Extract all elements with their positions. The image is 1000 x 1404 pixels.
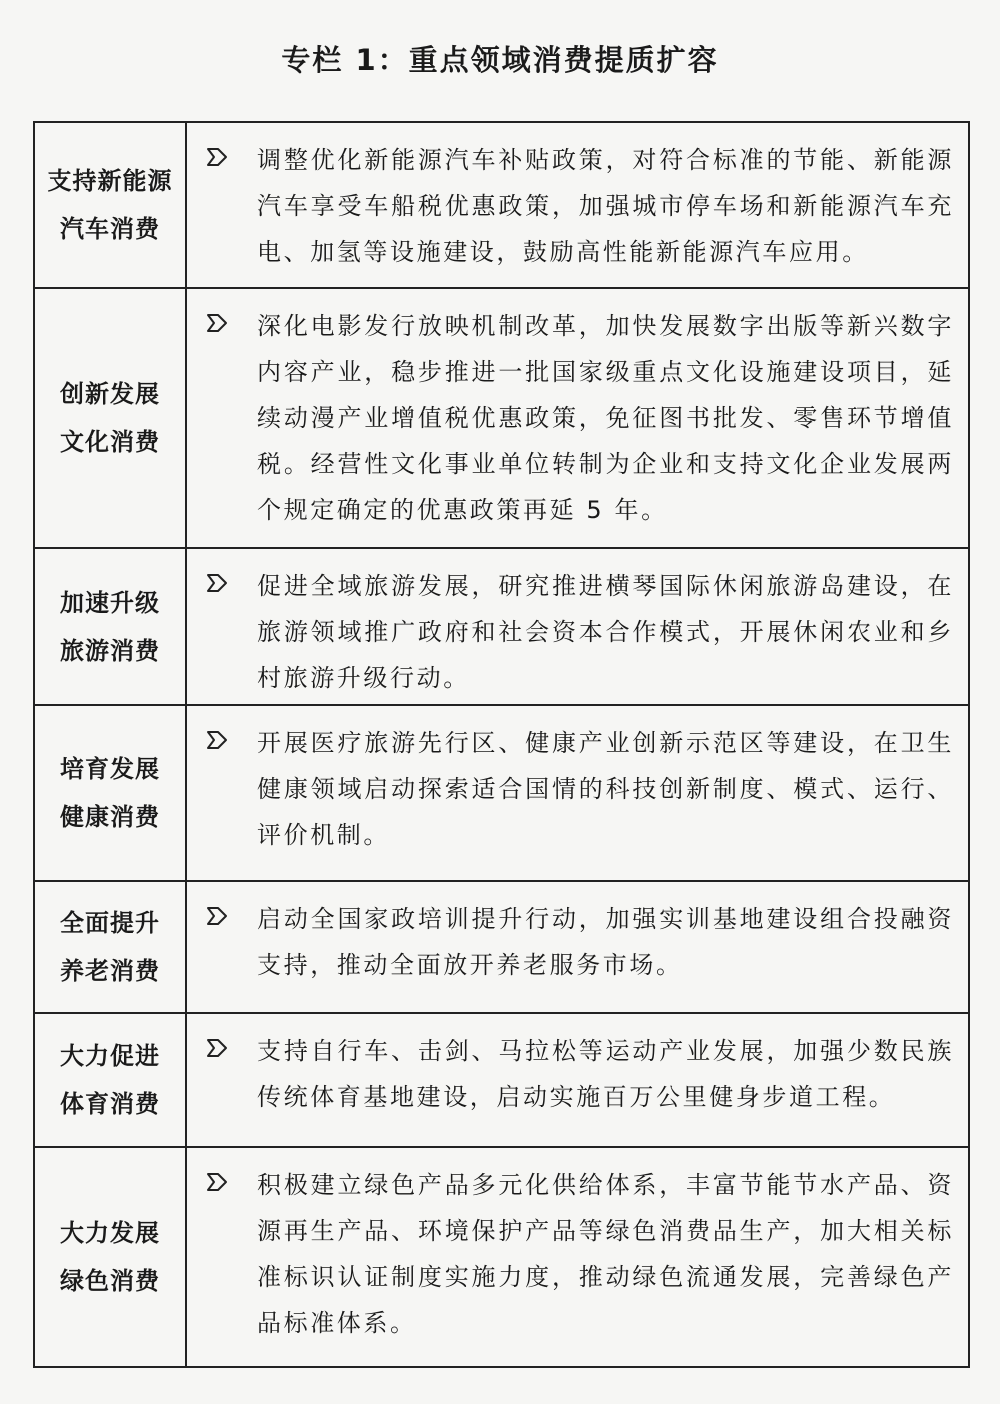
row-label-line: 支持新能源 bbox=[47, 167, 173, 195]
row-label bbox=[35, 1148, 187, 1366]
row-text: 支持自行车、击剑、马拉松等运动产业发展，加强少数民族传统体育基地建设，启动实施百万公里健身步道工程。 bbox=[257, 1037, 954, 1111]
row-label-line: 培育发展 bbox=[60, 755, 160, 783]
row-content bbox=[187, 1014, 968, 1146]
hollow-right-arrow-icon bbox=[205, 311, 229, 335]
row-label-line: 汽车消费 bbox=[60, 215, 160, 243]
row-label-line: 大力发展 bbox=[60, 1219, 160, 1247]
table-row bbox=[35, 123, 968, 289]
hollow-right-arrow-icon bbox=[205, 145, 229, 169]
table-row bbox=[35, 882, 968, 1014]
row-text: 积极建立绿色产品多元化供给体系，丰富节能节水产品、资源再生产品、环境保护产品等绿色消费品生产，加大相关标准标识认证制度实施力度，推动绿色流通发展，完善绿色产品标准体系。 bbox=[257, 1171, 954, 1337]
row-label-line: 文化消费 bbox=[60, 428, 160, 456]
hollow-right-arrow-icon bbox=[205, 904, 229, 928]
row-text: 开展医疗旅游先行区、健康产业创新示范区等建设，在卫生健康领域启动探索适合国情的科技创新制度、模式、运行、评价机制。 bbox=[257, 729, 954, 849]
row-label bbox=[35, 123, 187, 287]
row-label bbox=[35, 882, 187, 1012]
row-label-line: 养老消费 bbox=[60, 957, 160, 985]
row-content bbox=[187, 123, 968, 287]
table-row bbox=[35, 706, 968, 882]
row-label-line: 创新发展 bbox=[60, 380, 160, 408]
row-label-line: 绿色消费 bbox=[60, 1267, 160, 1295]
table-row bbox=[35, 549, 968, 706]
hollow-right-arrow-icon bbox=[205, 571, 229, 595]
table-row bbox=[35, 1148, 968, 1366]
hollow-right-arrow-icon bbox=[205, 728, 229, 752]
table-row bbox=[35, 1014, 968, 1148]
row-content bbox=[187, 289, 968, 547]
row-label bbox=[35, 706, 187, 880]
row-label bbox=[35, 549, 187, 704]
row-label-line: 全面提升 bbox=[60, 909, 160, 937]
row-text: 深化电影发行放映机制改革，加快发展数字出版等新兴数字内容产业，稳步推进一批国家级重点文化设施建设项目，延续动漫产业增值税优惠政策，免征图书批发、零售环节增值税。经营性文化事业单位转制为企业和支持文化企业发展两个规定确定的优惠政策再延 5 年。 bbox=[257, 312, 954, 524]
row-label-line: 加速升级 bbox=[60, 588, 160, 617]
row-text: 调整优化新能源汽车补贴政策，对符合标准的节能、新能源汽车享受车船税优惠政策，加强城市停车场和新能源汽车充电、加氢等设施建设，鼓励高性能新能源汽车应用。 bbox=[257, 146, 954, 266]
policy-table bbox=[33, 121, 970, 1368]
row-label-line: 旅游消费 bbox=[60, 636, 160, 665]
row-content bbox=[187, 1148, 968, 1366]
row-text: 促进全域旅游发展，研究推进横琴国际休闲旅游岛建设，在旅游领域推广政府和社会资本合作模式，开展休闲农业和乡村旅游升级行动。 bbox=[257, 572, 954, 692]
row-label-line: 健康消费 bbox=[60, 803, 160, 831]
row-content bbox=[187, 549, 968, 704]
row-content bbox=[187, 882, 968, 1012]
table-row bbox=[35, 289, 968, 549]
hollow-right-arrow-icon bbox=[205, 1036, 229, 1060]
hollow-right-arrow-icon bbox=[205, 1170, 229, 1194]
row-label bbox=[35, 1014, 187, 1146]
row-label bbox=[35, 289, 187, 547]
row-label-line: 体育消费 bbox=[60, 1090, 160, 1118]
row-content bbox=[187, 706, 968, 880]
page-title: 专栏 1：重点领域消费提质扩容 bbox=[281, 43, 719, 77]
row-label-line: 大力促进 bbox=[60, 1042, 160, 1070]
row-text: 启动全国家政培训提升行动，加强实训基地建设组合投融资支持，推动全面放开养老服务市场。 bbox=[257, 905, 954, 979]
